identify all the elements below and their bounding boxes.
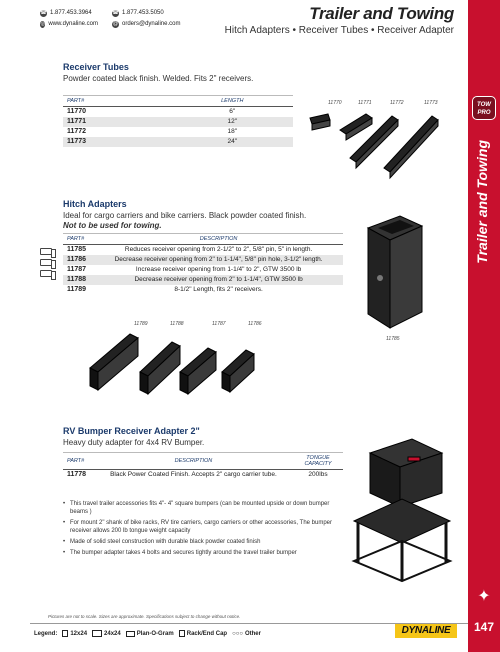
globe-icon: ◎ bbox=[40, 21, 45, 27]
legend bbox=[34, 630, 261, 637]
maple-leaf-icon: ✦ bbox=[477, 588, 491, 605]
image-label: 11771 bbox=[358, 100, 372, 106]
rv-bumper-table bbox=[63, 452, 343, 480]
list-item: • The bumper adapter takes 4 bolts and secures tightly around the travel trailer bumper bbox=[63, 549, 348, 557]
fax-icon: ☎ bbox=[112, 10, 119, 16]
col-header-part: PART# bbox=[63, 453, 94, 470]
box-icon bbox=[92, 630, 102, 637]
col-header-tongue-capacity: TONGUE CAPACITY bbox=[293, 453, 343, 470]
email-link[interactable]: orders@dynaline.com bbox=[122, 21, 181, 27]
dynaline-logo: DYNALINE bbox=[395, 624, 457, 638]
table-row: 11788 Decrease receiver opening from 2" to 1-1/4", GTW 3500 lb bbox=[63, 275, 343, 285]
rv-bumper-description: Heavy duty adapter for 4x4 RV Bumper. bbox=[63, 438, 205, 447]
box-icon bbox=[62, 630, 68, 637]
table-row: 11770 6" bbox=[67, 108, 236, 116]
list-item: • This travel trailer accessories fits 4"- 4" square bumpers (can be mounted upside or down bumper beams ) bbox=[63, 500, 348, 516]
image-label: 11786 bbox=[248, 321, 262, 327]
header-contact bbox=[40, 8, 182, 30]
col-header-part: PART# bbox=[63, 96, 172, 107]
table-row: 11771 12" bbox=[63, 117, 293, 127]
image-label: 11770 bbox=[328, 100, 342, 106]
tow-pro-logo: TOW PRO bbox=[472, 96, 496, 120]
col-header-description: DESCRIPTION bbox=[94, 234, 343, 245]
planogram-icons bbox=[40, 248, 52, 281]
table-row: 11772 18" bbox=[67, 128, 238, 135]
col-header-part: PART# bbox=[63, 234, 94, 245]
rv-bumper-features bbox=[63, 500, 348, 560]
table-row: 11786 Decrease receiver opening from 2" to 1-1/4", 5/8" pin hole, 3-1/2" length. bbox=[63, 255, 343, 265]
legend-item-planogram: Plan-O-Gram bbox=[126, 631, 174, 637]
page-subtitle: Hitch Adapters • Receiver Tubes • Receiver Adapter bbox=[224, 25, 454, 36]
table-row: 11773 24" bbox=[63, 137, 293, 147]
planogram-icon bbox=[40, 248, 52, 255]
section-title-receiver-tubes: Receiver Tubes bbox=[63, 62, 129, 72]
hitch-adapters-description: Ideal for cargo carriers and bike carriers. Black powder coated finish. Not to be used for towing. bbox=[63, 211, 307, 230]
receiver-tubes-table bbox=[63, 95, 293, 147]
legend-item-other: ○○○ Other bbox=[232, 630, 261, 637]
image-label: 11772 bbox=[390, 100, 404, 106]
list-item: • Made of solid steel construction with durable black powder coated finish bbox=[63, 538, 348, 546]
legend-item-rack-endcap: Rack/End Cap bbox=[179, 630, 227, 637]
legend-item-24x24: 24x24 bbox=[92, 630, 121, 637]
image-label: 11789 bbox=[134, 321, 148, 327]
fax-number: 1.877.453.5050 bbox=[122, 10, 164, 16]
sidebar-category-label: Trailer and Towing bbox=[474, 140, 490, 264]
hitch-adapters-image bbox=[80, 328, 280, 398]
list-item: • For mount 2" shank of bike racks, RV tire carriers, cargo carriers or other accessories, The bumper receiver allows 200 lb tongue weight capacity bbox=[63, 519, 348, 535]
dots-icon: ○○○ bbox=[232, 630, 243, 637]
phone-icon: ☎ bbox=[40, 10, 47, 16]
legend-item-12x24: 12x24 bbox=[62, 630, 87, 637]
col-header-description: DESCRIPTION bbox=[94, 453, 293, 470]
planogram-icon bbox=[40, 270, 52, 277]
header-title-block bbox=[225, 4, 454, 36]
page-title: Trailer and Towing bbox=[309, 4, 454, 23]
receiver-tubes-image bbox=[300, 110, 450, 180]
email-icon: @ bbox=[112, 21, 119, 27]
page-number: 147 bbox=[473, 620, 495, 634]
receiver-tubes-description: Powder coated black finish. Welded. Fits 2" receivers. bbox=[63, 74, 254, 83]
col-header-length: LENGTH bbox=[172, 96, 293, 107]
table-row: 11778 Black Power Coated Finish. Accepts 2" cargo carrier tube. 200lbs bbox=[67, 471, 328, 479]
table-row: 11787 Increase receiver opening from 1-1/4" to 2", GTW 3500 lb bbox=[67, 266, 302, 273]
image-label: 11788 bbox=[170, 321, 184, 327]
hitch-adapters-table bbox=[63, 233, 343, 295]
section-title-hitch-adapters: Hitch Adapters bbox=[63, 199, 127, 209]
image-label: 11773 bbox=[424, 100, 438, 106]
hitch-adapter-11785-image bbox=[360, 210, 430, 332]
rv-bumper-adapter-image bbox=[350, 435, 455, 585]
website-link[interactable]: www.dynaline.com bbox=[48, 21, 98, 27]
towing-warning: Not to be used for towing. bbox=[63, 221, 162, 230]
planogram-icon bbox=[126, 631, 135, 637]
rack-icon bbox=[179, 630, 185, 637]
section-title-rv-bumper: RV Bumper Receiver Adapter 2" bbox=[63, 426, 200, 436]
image-label: 11787 bbox=[212, 321, 226, 327]
table-row: 11785 Reduces receiver opening from 2-1/2" to 2", 5/8" pin, 5" in length. bbox=[67, 246, 313, 254]
planogram-icon bbox=[40, 259, 52, 266]
table-row: 11789 8-1/2" Length, fits 2" receivers. bbox=[67, 286, 263, 293]
disclaimer-note: Pictures are not to scale. Sizes are approximate. Specifications subject to change without notice. bbox=[48, 614, 241, 619]
category-sidebar bbox=[468, 0, 500, 652]
legend-label: Legend: bbox=[34, 630, 58, 637]
phone-number: 1.877.453.3964 bbox=[50, 10, 92, 16]
image-label: 11785 bbox=[386, 336, 400, 342]
